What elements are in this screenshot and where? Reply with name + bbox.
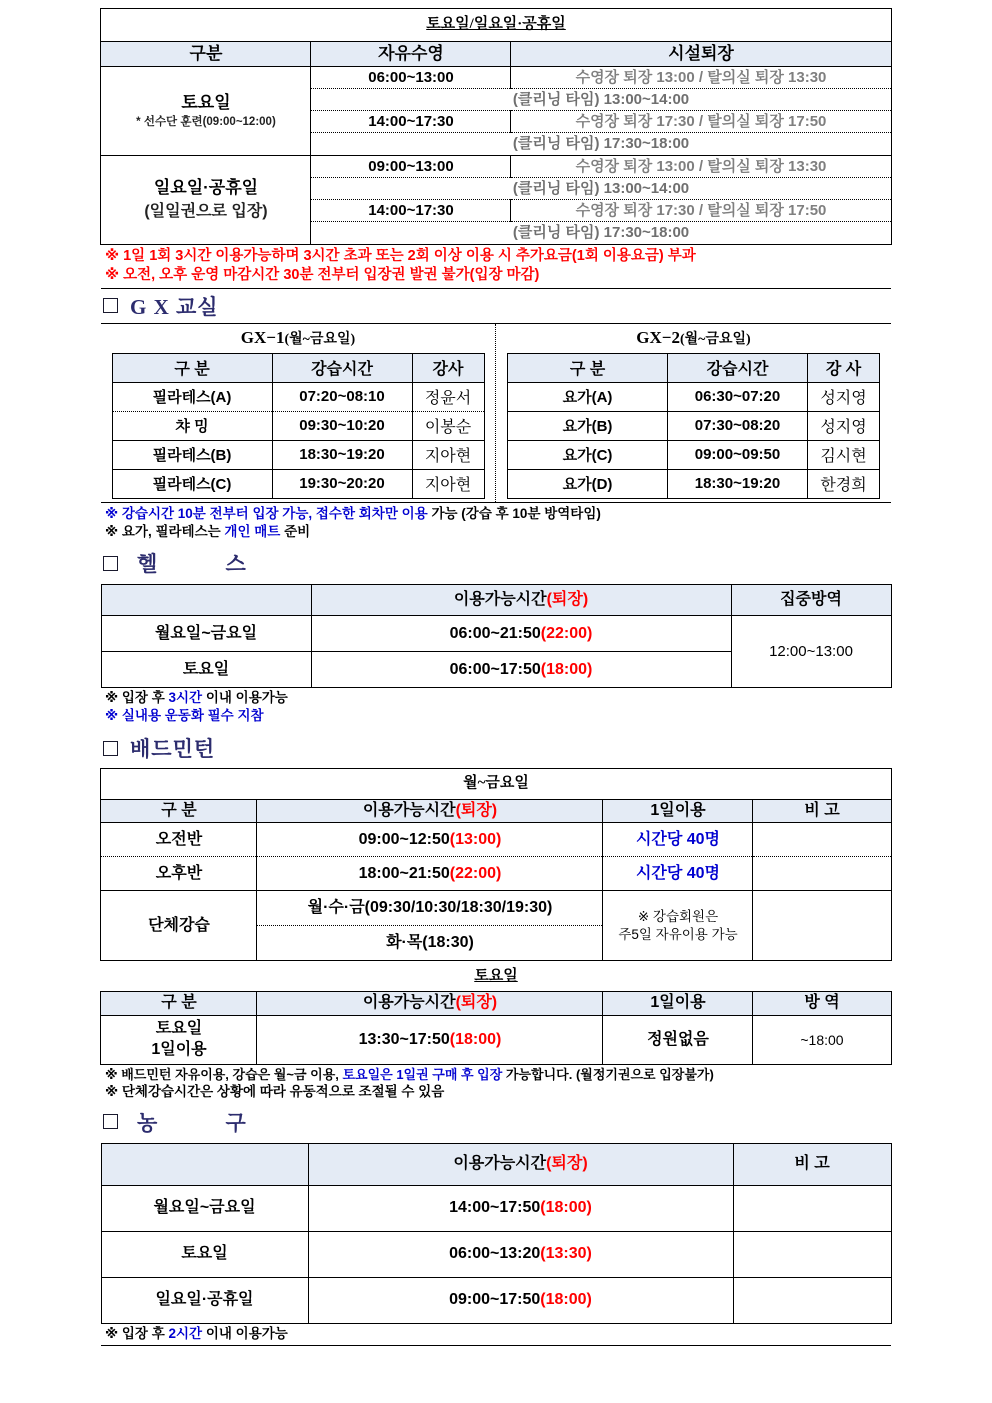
- gx1-time-1: 09:30~10:20: [272, 411, 412, 440]
- gx2-row: [508, 440, 880, 469]
- badminton-group-remark: [753, 891, 891, 961]
- badminton-col-usable-time-main: 이용가능시간: [362, 802, 456, 820]
- gx2-name-3: 요가(D): [508, 469, 668, 498]
- gx2-name-0: 요가(A): [508, 382, 668, 411]
- basketball-row-weekday: [101, 1185, 891, 1231]
- gx1-column: [101, 324, 496, 502]
- basketball-day-0: 월요일~금요일: [101, 1185, 308, 1231]
- gx1-row: [112, 440, 484, 469]
- badminton-notes-row: [101, 1064, 891, 1102]
- health-notes-cell: [101, 688, 891, 727]
- badminton-group-label: 단체강습: [101, 891, 257, 961]
- badminton-time-0-exit: (13:00): [449, 830, 502, 848]
- gx2-teacher-3: 한경희: [808, 469, 880, 498]
- badminton-time-0: [257, 823, 603, 857]
- swim-sunday-label-cell: [101, 155, 311, 244]
- basketball-col-blank: [101, 1143, 308, 1185]
- health-header-row: [101, 585, 891, 616]
- health-col-usable-time-main: 이용가능시간: [453, 591, 547, 609]
- gx2-time-2: 09:00~09:50: [668, 440, 808, 469]
- swim-note-2: ※ 오전, 오후 운영 마감시간 30분 전부터 입장권 발권 불가(입장 마감): [104, 266, 540, 283]
- gx2-time-0: 06:30~07:20: [668, 382, 808, 411]
- swim-saturday-label: 토요일: [181, 92, 231, 112]
- health-disinfect-window: 12:00~13:00: [731, 616, 891, 688]
- basketball-row-saturday: [101, 1231, 891, 1277]
- swim-sunday-time-1: 09:00~13:00: [311, 155, 511, 177]
- health-day-1: 토요일: [101, 652, 311, 688]
- badminton-sat-col-usable-time-main: 이용가능시간: [362, 994, 456, 1012]
- basketball-header-row: [101, 1143, 891, 1185]
- badminton-header-row: [101, 800, 891, 823]
- swim-sunday-label: 일요일·공휴일: [153, 177, 259, 197]
- health-time-0: [311, 616, 731, 652]
- badminton-col-usable-time-exit: (퇴장): [455, 802, 498, 820]
- basketball-time-1: [308, 1231, 733, 1277]
- basketball-time-2: [308, 1277, 733, 1323]
- checkbox-square-icon: [103, 298, 118, 313]
- health-col-usable-time: [311, 585, 731, 616]
- badminton-sat-col-daily: 1일이용: [603, 992, 753, 1015]
- basketball-day-1: 토요일: [101, 1231, 308, 1277]
- badminton-sat-col-division: 구 분: [101, 992, 257, 1015]
- badminton-notes-cell: [101, 1064, 891, 1102]
- basketball-row-sunday: [101, 1277, 891, 1323]
- health-col-blank: [101, 585, 311, 616]
- gx1-teacher-1: 이봉순: [412, 411, 484, 440]
- gx2-time-3: 18:30~19:20: [668, 469, 808, 498]
- health-time-1-exit: (18:00): [540, 660, 593, 678]
- badminton-sat-disinfect: ~18:00: [753, 1015, 891, 1064]
- basketball-remark-0: [733, 1185, 891, 1231]
- basketball-section-heading: [101, 1105, 891, 1139]
- badminton-sat-col-disinfect: 방 역: [753, 992, 891, 1015]
- health-col-usable-time-exit: (퇴장): [546, 591, 589, 609]
- basketball-col-remark: 비 고: [733, 1143, 891, 1185]
- basketball-time-2-exit: (18:00): [540, 1291, 592, 1309]
- gx1-name-0: 필라테스(A): [112, 382, 272, 411]
- basketball-time-1-range: 06:00~13:20: [449, 1245, 541, 1263]
- badminton-time-1-exit: (22:00): [449, 864, 502, 882]
- gx1-name-3: 필라테스(C): [112, 469, 272, 498]
- health-time-0-exit: (22:00): [540, 624, 593, 642]
- gx2-teacher-0: 성지영: [808, 382, 880, 411]
- gx2-col-division: 구 분: [508, 353, 668, 382]
- swim-sunday-sublabel: (일일권으로 입장): [144, 202, 268, 220]
- basketball-schedule-table: [101, 1143, 892, 1346]
- gx1-title: [101, 324, 495, 353]
- gx1-col-teacher: 강사: [412, 353, 484, 382]
- badminton-sat-name-line-1: 토요일: [155, 1020, 203, 1038]
- swim-sunday-exit-2: 수영장 퇴장 17:30 / 탈의실 퇴장 17:50: [511, 200, 891, 222]
- swim-sunday-cleaning-2: (클리닝 타임) 17:30~18:00: [311, 222, 891, 244]
- gx2-name-2: 요가(C): [508, 440, 668, 469]
- gx2-row: [508, 469, 880, 498]
- gx1-teacher-2: 지아현: [412, 440, 484, 469]
- badminton-sat-name: [101, 1015, 257, 1064]
- basketball-time-0-exit: (18:00): [540, 1199, 592, 1217]
- swim-sunday-time-2: 14:00~17:30: [311, 200, 511, 222]
- swim-banner-row: [101, 9, 891, 42]
- badminton-sat-daily: 정원없음: [603, 1015, 753, 1064]
- basketball-day-2: 일요일·공휴일: [101, 1277, 308, 1323]
- gx2-teacher-1: 성지영: [808, 411, 880, 440]
- gx1-col-time: 강습시간: [272, 353, 412, 382]
- gx1-teacher-0: 정윤서: [412, 382, 484, 411]
- health-note-1-text: ※ 입장 후 3시간 이내 이용가능: [105, 690, 288, 706]
- badminton-note-1: ※ 배드민턴 자유이용, 강습은 월~금 이용, 토요일은 1일권 구매 후 입장 가능합니다. (월정기권으로 입장불가): [104, 1066, 714, 1082]
- basketball-remark-2: [733, 1277, 891, 1323]
- swim-col-exit: 시설퇴장: [511, 42, 891, 67]
- badminton-sat-name-line-2: 1일이용: [151, 1040, 207, 1058]
- gx2-col-teacher: 강 사: [808, 353, 880, 382]
- badminton-saturday-banner-row: [101, 961, 891, 992]
- badminton-group-daily-note: [603, 891, 753, 961]
- badminton-saturday-row: [101, 1015, 891, 1064]
- swim-notes-cell: [101, 244, 891, 288]
- badminton-row-evening: [101, 857, 891, 891]
- basketball-section-title: 농 구: [137, 1110, 253, 1135]
- gx1-time-0: 07:20~08:10: [272, 382, 412, 411]
- gx2-row: [508, 382, 880, 411]
- health-note-1: [101, 689, 891, 707]
- swim-sunday-cleaning-1: (클리닝 타임) 13:00~14:00: [311, 177, 891, 199]
- health-day-0: 월요일~금요일: [101, 616, 311, 652]
- health-notes-row: [101, 688, 891, 727]
- gx-notes: [101, 503, 891, 541]
- gx2-title-main: GX−2: [636, 327, 680, 347]
- gx1-col-division: 구 분: [112, 353, 272, 382]
- basketball-time-2-range: 09:00~17:50: [449, 1291, 541, 1309]
- health-col-disinfect: 집중방역: [731, 585, 891, 616]
- swim-schedule-table: [100, 8, 891, 289]
- basketball-notes-cell: [101, 1323, 891, 1345]
- basketball-remark-1: [733, 1231, 891, 1277]
- swim-saturday-sublabel: * 선수단 훈련(09:00~12:00): [136, 115, 276, 128]
- swim-sunday-exit-1: 수영장 퇴장 13:00 / 탈의실 퇴장 13:30: [511, 155, 891, 177]
- badminton-col-usable-time: [257, 800, 603, 823]
- gx2-title-sub: (월~금요일): [679, 331, 751, 347]
- swim-sunday-slot1: [101, 155, 891, 177]
- badminton-schedule-table: [100, 768, 891, 1103]
- gx2-table: [507, 353, 880, 499]
- health-schedule-table: [101, 584, 892, 727]
- gx2-name-1: 요가(B): [508, 411, 668, 440]
- swim-banner: 토요일/일요일·공휴일: [101, 9, 891, 42]
- gx2-header-row: [508, 353, 880, 382]
- swim-saturday-time-1: 06:00~13:00: [311, 66, 511, 88]
- basketball-time-0-range: 14:00~17:50: [449, 1199, 541, 1217]
- swim-header-row: [101, 42, 891, 67]
- badminton-remark-1: [753, 857, 891, 891]
- badminton-section-title: 배드민턴: [130, 737, 216, 762]
- swim-saturday-exit-2: 수영장 퇴장 17:30 / 탈의실 퇴장 17:50: [511, 111, 891, 133]
- gx-tables-container: [101, 323, 891, 503]
- swim-notes-row: [101, 244, 891, 288]
- badminton-name-1: 오후반: [101, 857, 257, 891]
- badminton-time-0-range: 09:00~12:50: [358, 830, 450, 848]
- badminton-sat-time-range: 13:30~17:50: [358, 1030, 450, 1048]
- badminton-group-line-2: 화·목(18:30): [257, 926, 603, 961]
- gx2-time-1: 07:30~08:20: [668, 411, 808, 440]
- gx1-title-main: GX−1: [240, 327, 285, 347]
- health-note-2: ※ 실내용 운동화 필수 지참: [105, 708, 264, 724]
- swim-saturday-time-2: 14:00~17:30: [311, 111, 511, 133]
- badminton-sat-time-exit: (18:00): [449, 1030, 502, 1048]
- badminton-group-daily-note-1: ※ 강습회원은: [637, 908, 719, 924]
- badminton-row-group-1: [101, 891, 891, 926]
- badminton-time-1: [257, 857, 603, 891]
- health-section-title: 헬 스: [137, 552, 253, 577]
- badminton-weekday-banner: 월~금요일: [101, 769, 891, 800]
- badminton-sat-col-usable-time-exit: (퇴장): [455, 994, 498, 1012]
- gx-section-heading: [101, 289, 891, 323]
- badminton-sat-col-usable-time: [257, 992, 603, 1015]
- gx1-time-3: 19:30~20:20: [272, 469, 412, 498]
- health-row-weekday: [101, 616, 891, 652]
- badminton-saturday-header-row: [101, 992, 891, 1015]
- gx2-col-time: 강습시간: [668, 353, 808, 382]
- badminton-saturday-banner: 토요일: [101, 961, 891, 992]
- health-section-heading: [101, 546, 891, 580]
- checkbox-square-icon: [103, 556, 118, 571]
- badminton-remark-0: [753, 823, 891, 857]
- basketball-col-usable-time-exit: (퇴장): [546, 1155, 588, 1173]
- badminton-weekday-banner-row: [101, 769, 891, 800]
- gx1-row: [112, 382, 484, 411]
- basketball-notes-row: [101, 1323, 891, 1345]
- badminton-group-daily-note-2: 주5일 자유이용 가능: [618, 926, 738, 942]
- badminton-group-line-1: 월·수·금(09:30/10:30/18:30/19:30): [257, 891, 603, 926]
- gx1-time-2: 18:30~19:20: [272, 440, 412, 469]
- gx1-title-sub: (월~금요일): [284, 331, 356, 347]
- health-time-1: [311, 652, 731, 688]
- basketball-time-1-exit: (13:30): [540, 1245, 592, 1263]
- basketball-col-usable-time: [308, 1143, 733, 1185]
- gx1-name-2: 필라테스(B): [112, 440, 272, 469]
- gx-note-1: ※ 강습시간 10분 전부터 입장 가능, 접수한 회차만 이용 가능 (강습 후 10분 방역타임): [105, 505, 601, 521]
- gx2-title: [496, 324, 891, 353]
- gx1-teacher-3: 지아현: [412, 469, 484, 498]
- gx-section-title: G X 교실: [130, 294, 219, 319]
- swim-saturday-cleaning-2: (클리닝 타임) 17:30~18:00: [311, 133, 891, 155]
- basketball-note-1: ※ 입장 후 2시간 이내 이용가능: [105, 1325, 288, 1341]
- badminton-sat-time: [257, 1015, 603, 1064]
- badminton-name-0: 오전반: [101, 823, 257, 857]
- basketball-time-0: [308, 1185, 733, 1231]
- badminton-col-remark: 비 고: [753, 800, 891, 823]
- health-time-1-range: 06:00~17:50: [449, 660, 541, 678]
- badminton-section-heading: [101, 731, 891, 765]
- swim-col-division: 구분: [101, 42, 311, 67]
- badminton-note-2: ※ 단체강습시간은 상황에 따라 유동적으로 조절될 수 있음: [104, 1083, 445, 1099]
- badminton-col-daily: 1일이용: [603, 800, 753, 823]
- checkbox-square-icon: [103, 1114, 118, 1129]
- swim-note-1: ※ 1일 1회 3시간 이용가능하며 3시간 초과 또는 2회 이상 이용 시 추가요금(1회 이용요금) 부과: [104, 247, 696, 264]
- gx1-header-row: [112, 353, 484, 382]
- swim-saturday-slot1: [101, 66, 891, 88]
- gx1-name-1: 챠 밍: [112, 411, 272, 440]
- health-time-0-range: 06:00~21:50: [449, 624, 541, 642]
- swim-saturday-exit-1: 수영장 퇴장 13:00 / 탈의실 퇴장 13:30: [511, 66, 891, 88]
- badminton-time-1-range: 18:00~21:50: [358, 864, 450, 882]
- gx1-row: [112, 469, 484, 498]
- gx2-column: [496, 324, 891, 502]
- badminton-daily-0: 시간당 40명: [603, 823, 753, 857]
- basketball-col-usable-time-main: 이용가능시간: [453, 1155, 547, 1173]
- gx-note-2: ※ 요가, 필라테스는 개인 매트 준비: [105, 523, 311, 539]
- swim-col-freeswim: 자유수영: [311, 42, 511, 67]
- gx2-teacher-2: 김시현: [808, 440, 880, 469]
- swim-saturday-label-cell: [101, 66, 311, 155]
- badminton-col-division: 구 분: [101, 800, 257, 823]
- gx1-row: [112, 411, 484, 440]
- gx1-table: [112, 353, 485, 499]
- swim-saturday-cleaning-1: (클리닝 타임) 13:00~14:00: [311, 88, 891, 110]
- badminton-daily-1: 시간당 40명: [603, 857, 753, 891]
- gx2-row: [508, 411, 880, 440]
- checkbox-square-icon: [103, 741, 118, 756]
- badminton-row-morning: [101, 823, 891, 857]
